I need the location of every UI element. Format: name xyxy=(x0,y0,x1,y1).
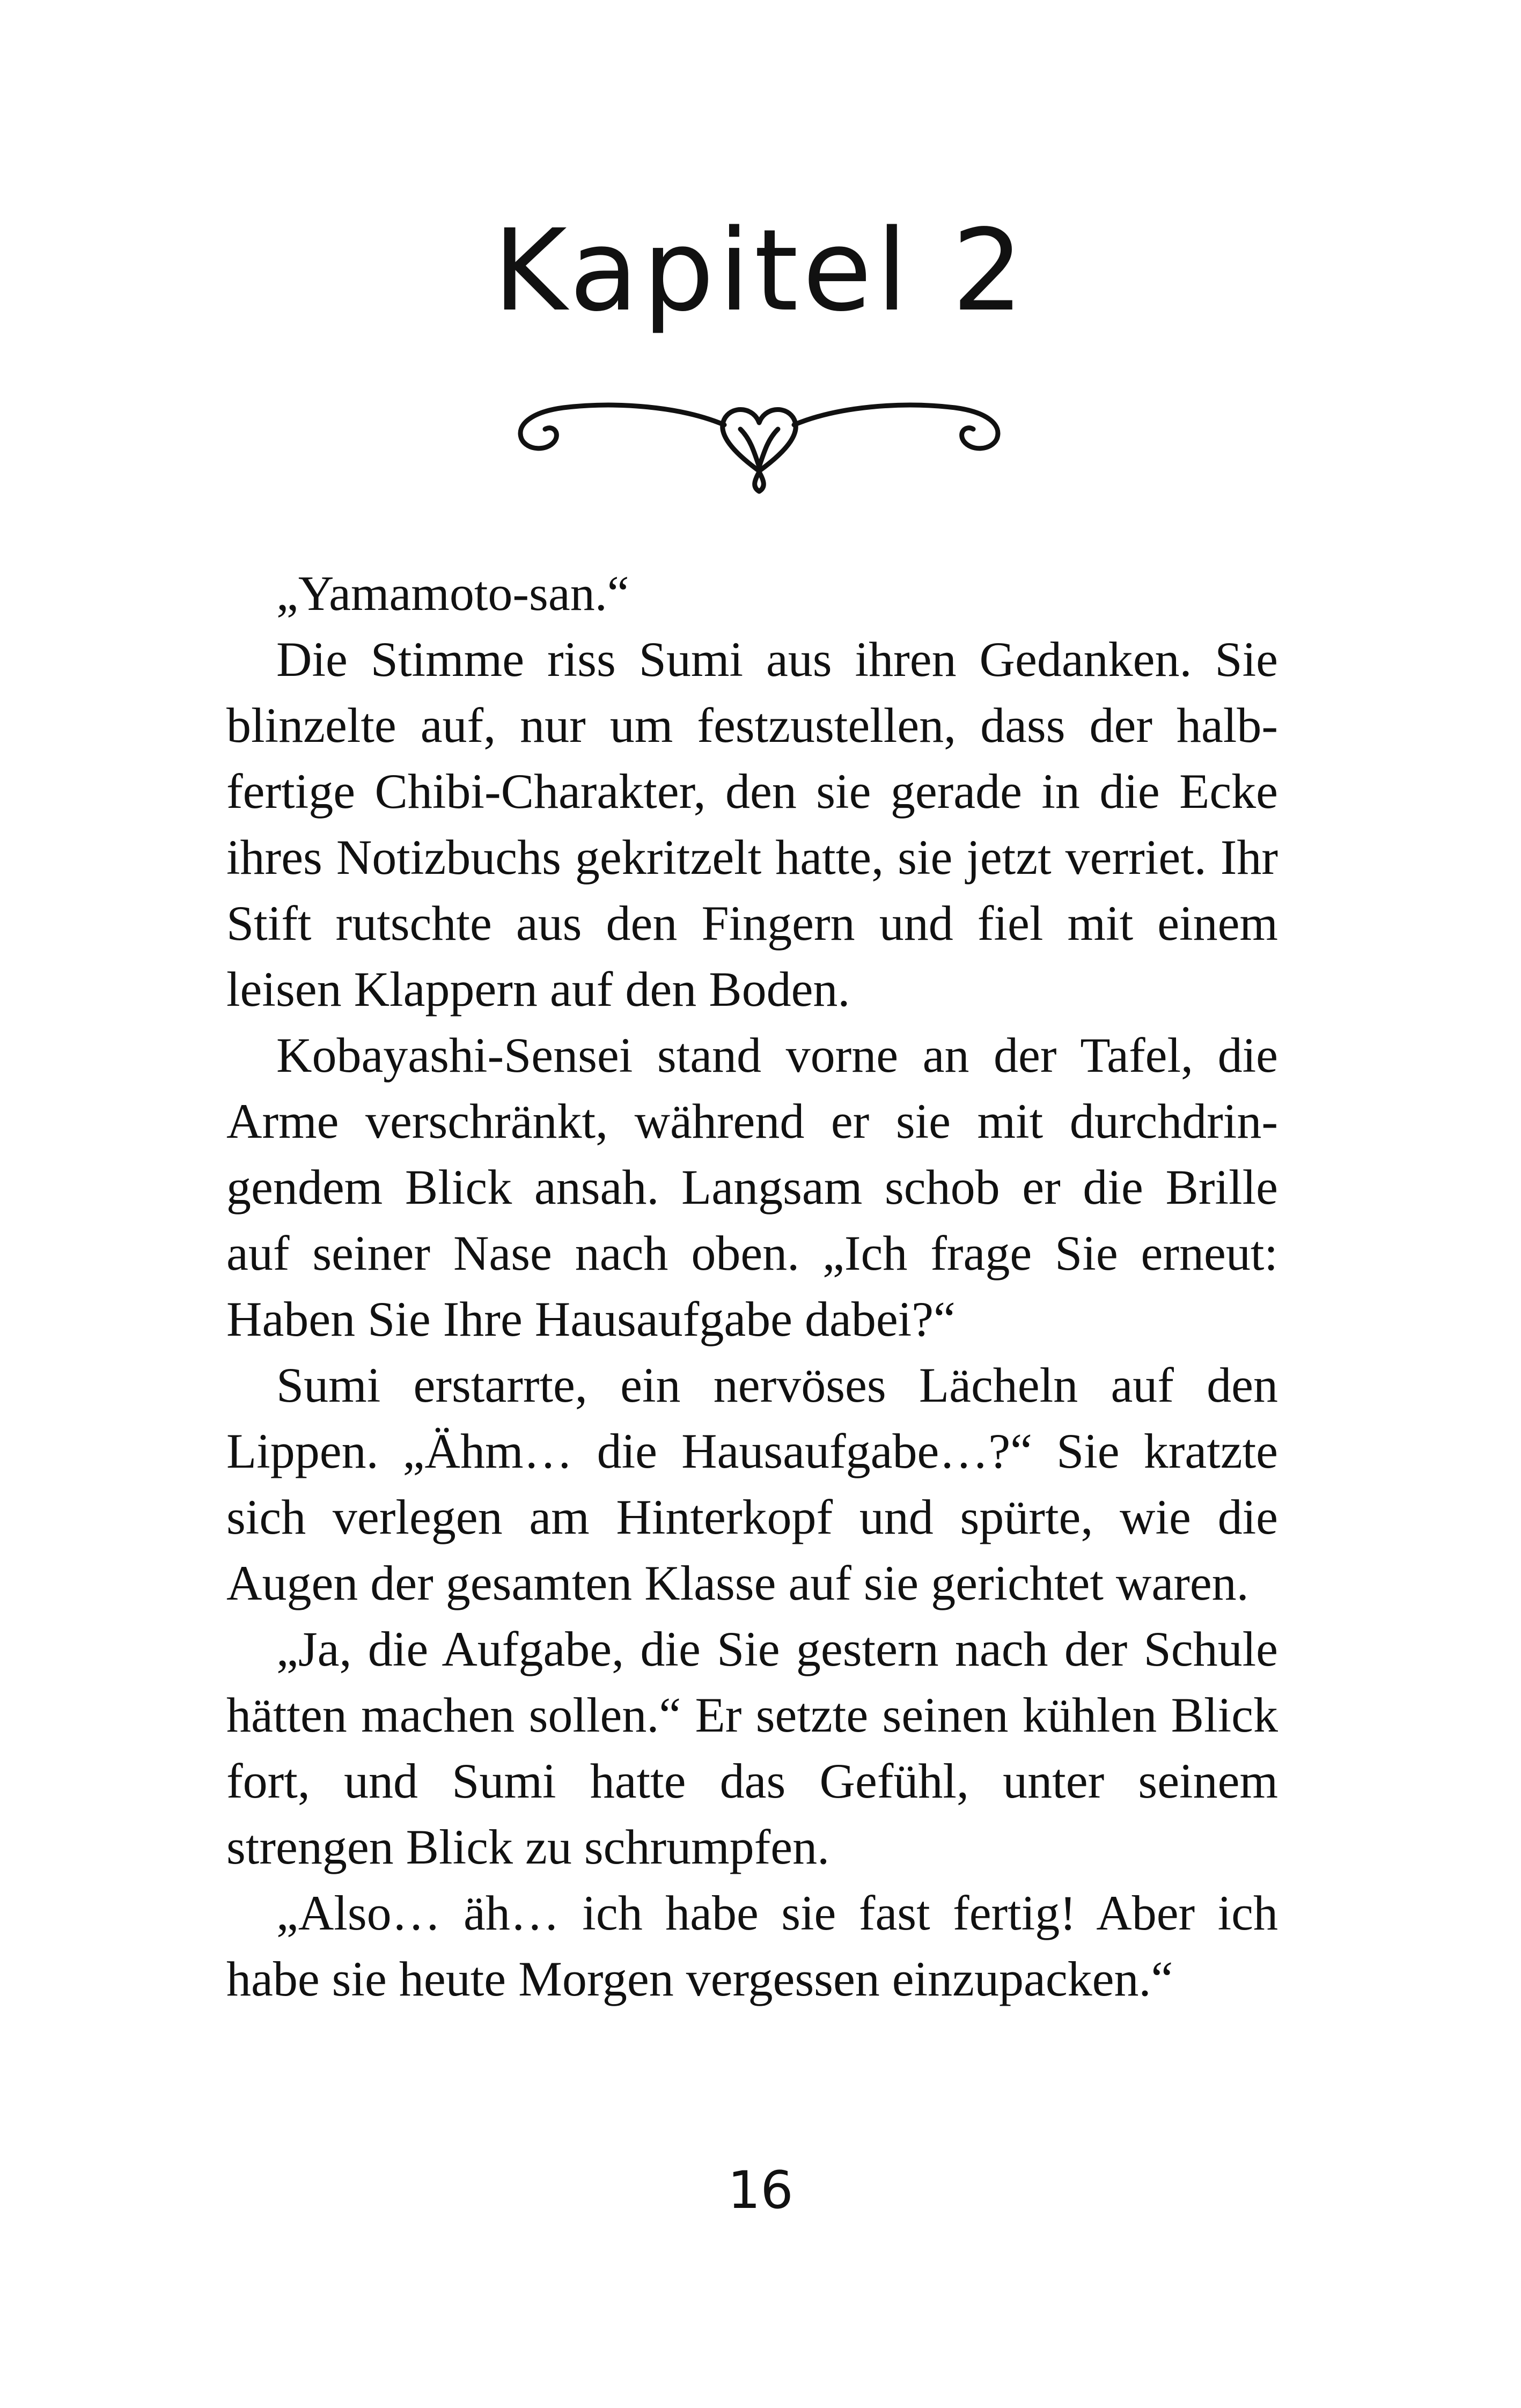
chapter-title: Kapitel 2 xyxy=(493,205,1028,336)
paragraph-2: Die Stimme riss Sumi aus ihren Gedanken. Sie blinzelte auf, nur um festzustellen, dass der halbfertige Chibi-Charakter, den sie gerade in die Ecke ihres Notizbuchs gekritzelt hatte, sie jetzt verriet. Ihr Stift rutschte aus den Fingern und fiel mit einem leisen Klappern auf den Boden. xyxy=(226,632,1278,1017)
paragraph-3: Kobayashi-Sensei stand vorne an der Tafel, die Arme verschränkt, während er sie mit durchdringendem Blick ansah. Langsam schob er die Brille auf seiner Nase nach oben. „Ich frage Sie erneut: Haben Sie Ihre Hausaufgabe dabei?“ xyxy=(226,1028,1278,1346)
paragraph-4: Sumi erstarrte, ein nervöses Lächeln auf den Lippen. „Ähm… die Hausaufgabe…?“ Sie kratzte sich verlegen am Hinterkopf und spürte, wie die Augen der gesamten Klasse auf sie gerichtet waren. xyxy=(226,1358,1278,1610)
heart-flourish-ornament-icon xyxy=(510,375,1009,504)
paragraph-6: „Also… äh… ich habe sie fast fertig! Aber ich habe sie heute Morgen vergessen einzupacken.“ xyxy=(226,1886,1278,2006)
paragraph-5: „Ja, die Aufgabe, die Sie gestern nach der Schule hätten machen sollen.“ Er setzte seinen kühlen Blick fort, und Sumi hatte das Gefühl, unter seinem strengen Blick zu schrumpfen. xyxy=(226,1622,1278,1874)
chapter-body xyxy=(226,561,1278,2012)
paragraph-1: „Yamamoto-san.“ xyxy=(276,566,629,621)
page-number: 16 xyxy=(728,2160,793,2220)
